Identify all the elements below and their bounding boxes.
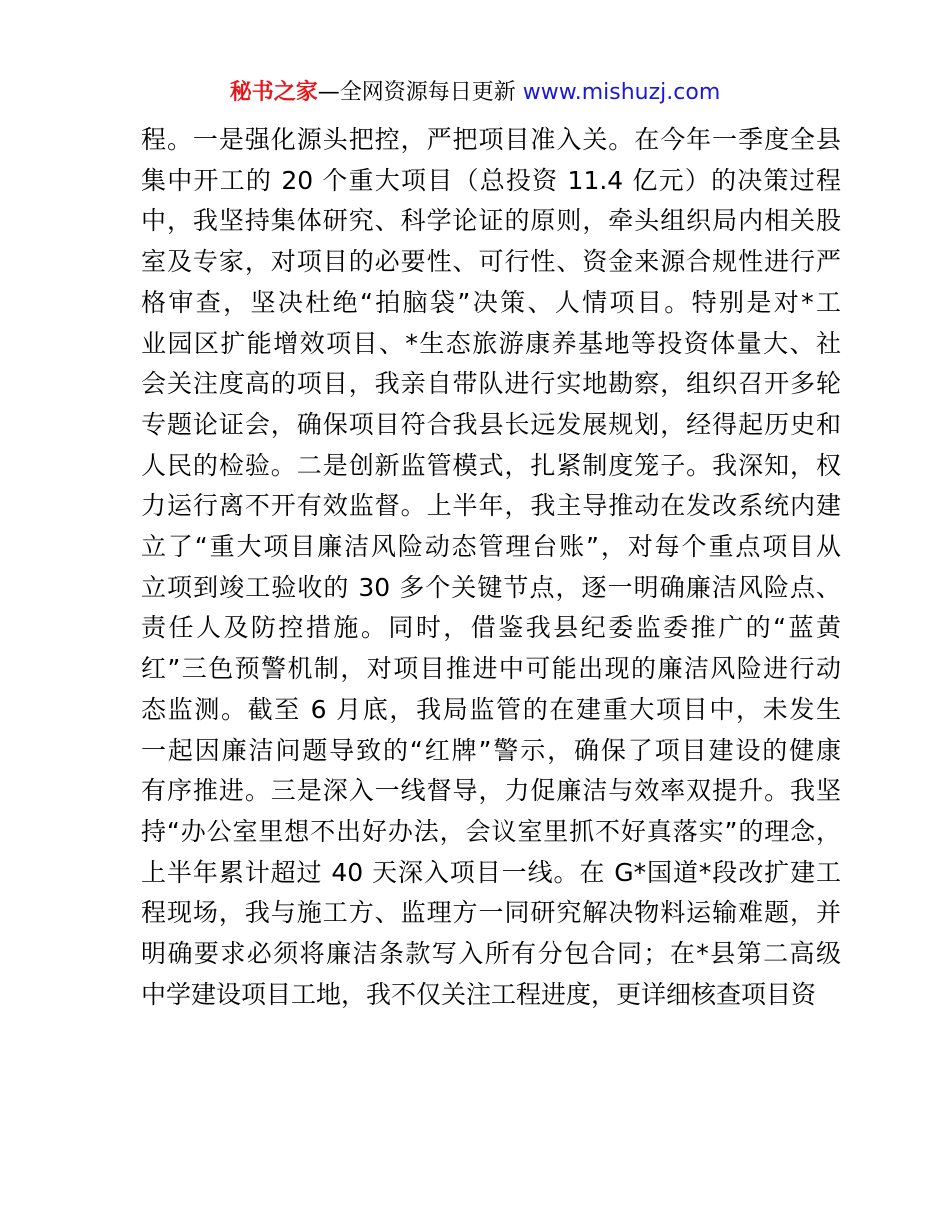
- header-brand: 秘书之家: [229, 80, 318, 105]
- text-line: 中，我坚持集体研究、科学论证的原则，牵头组织局内相关股: [141, 206, 841, 236]
- text-line: 中学建设项目工地，我不仅关注工程进度，更详细核查项目资: [141, 979, 817, 1009]
- text-line: 态监测。截至 6 月底，我局监管的在建重大项目中，未发生: [141, 694, 841, 724]
- text-line: 格审查，坚决杜绝“拍脑袋”决策、人情项目。特别是对*工: [141, 287, 841, 317]
- text-line: 一起因廉洁问题导致的“红牌”警示，确保了项目建设的健康: [141, 735, 841, 765]
- text-line: 人民的检验。二是创新监管模式，扎紧制度笼子。我深知，权: [141, 450, 841, 480]
- text-line: 室及专家，对项目的必要性、可行性、资金来源合规性进行严: [141, 247, 841, 277]
- text-line: 立了“重大项目廉洁风险动态管理台账”，对每个重点项目从: [141, 532, 841, 562]
- text-line: 程。一是强化源头把控，严把项目准入关。在今年一季度全县: [141, 125, 841, 154]
- text-line: 有序推进。三是深入一线督导，力促廉洁与效率双提升。我坚: [141, 776, 841, 806]
- page-header: [0, 78, 950, 108]
- text-line: 立项到竣工验收的 30 多个关键节点，逐一明确廉洁风险点、: [141, 572, 841, 602]
- text-line: 力运行离不开有效监督。上半年，我主导推动在发改系统内建: [141, 491, 841, 521]
- text-line: 会关注度高的项目，我亲自带队进行实地勘察，组织召开多轮: [141, 369, 841, 399]
- header-tagline: —全网资源每日更新: [317, 80, 516, 105]
- header-site-link[interactable]: www.mishuzj.com: [522, 80, 721, 105]
- body-text: [141, 120, 841, 1015]
- text-line: 专题论证会，确保项目符合我县长远发展规划，经得起历史和: [141, 409, 841, 439]
- text-line: 持“办公室里想不出好办法，会议室里抓不好真落实”的理念，: [141, 816, 841, 846]
- text-line: 集中开工的 20 个重大项目（总投资 11.4 亿元）的决策过程: [141, 165, 841, 195]
- text-line: 上半年累计超过 40 天深入项目一线。在 G*国道*段改扩建工: [141, 857, 841, 887]
- text-line: 责任人及防控措施。同时，借鉴我县纪委监委推广的“蓝黄: [141, 613, 841, 643]
- text-line: 红”三色预警机制，对项目推进中可能出现的廉洁风险进行动: [141, 654, 841, 684]
- text-line: 业园区扩能增效项目、*生态旅游康养基地等投资体量大、社: [141, 328, 841, 358]
- text-line: 明确要求必须将廉洁条款写入所有分包合同；在*县第二高级: [141, 939, 841, 969]
- text-line: 程现场，我与施工方、监理方一同研究解决物料运输难题，并: [141, 898, 841, 928]
